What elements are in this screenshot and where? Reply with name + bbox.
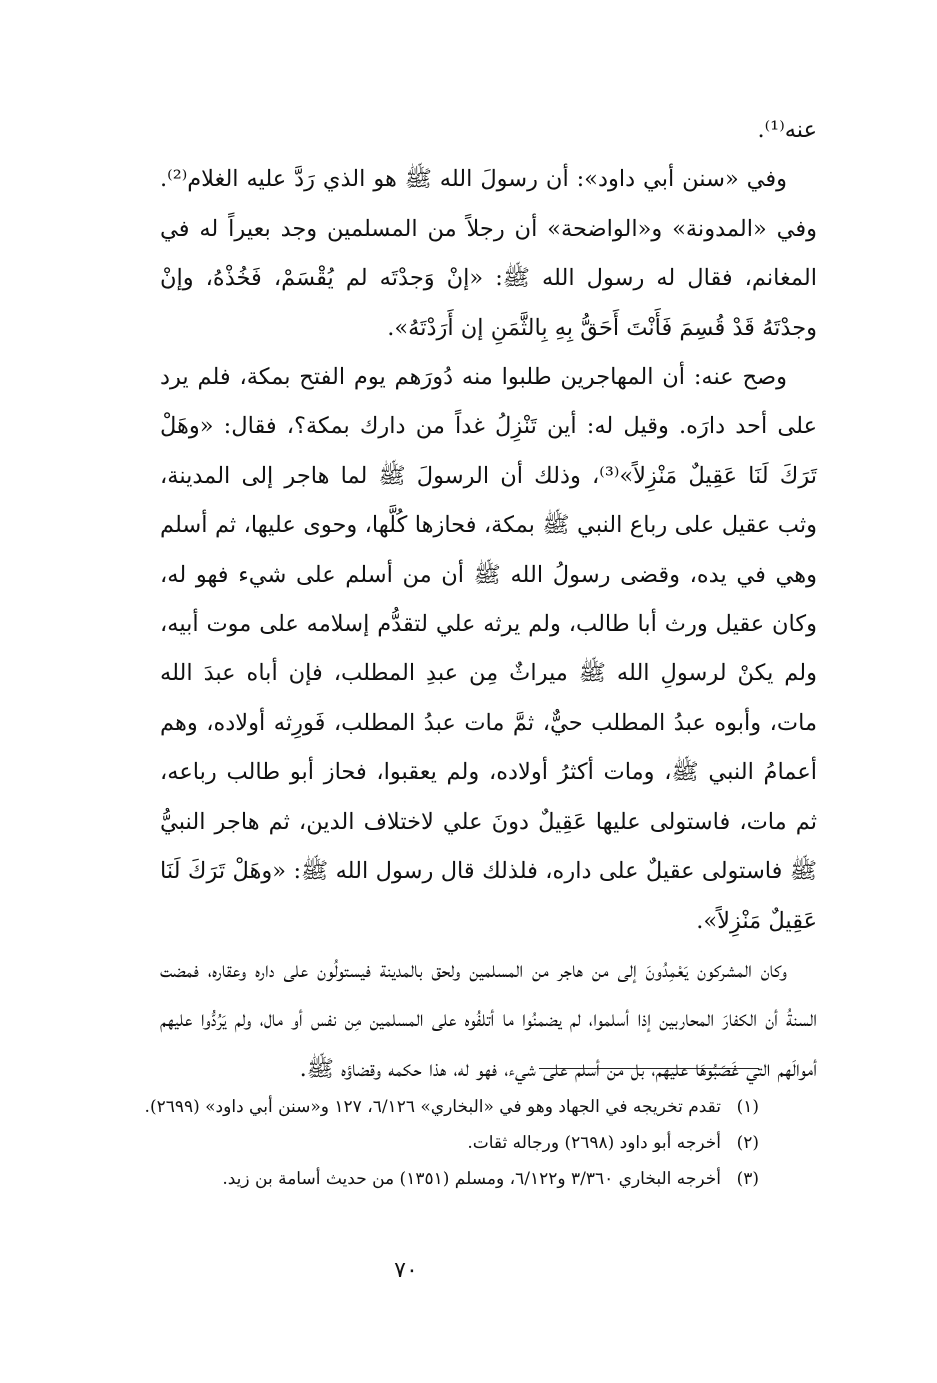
paragraph-continuation: عنه⁽¹⁾. <box>757 117 817 143</box>
footnote-number: (١) <box>736 1097 759 1117</box>
footnote-number: (٢) <box>736 1133 759 1153</box>
paragraph-mushrikun-ruling: وكان المشركون يَعْمِدُونَ إلى من هاجر من المسلمين ولحق بالمدينة فيستولُون على داره وعقاره، فمضت السنةُ أن الكفارَ المحاربين إذا أسلموا، لم يضمنُوا ما أتلفُوه على المسلمين مِن نفس أو مال، ولم يَرُدُّوا عليهم أموالَهم التي غَصَبُوهَا عليهم، بل من أسلم على شيء، فهو له، هذا حكمه وقضاؤه ﷺ. <box>160 956 817 1082</box>
paragraph-sunan-abi-dawud: وفي «سنن أبي داود»: أن رسولَ الله ﷺ هو الذي رَدَّ عليه الغلام⁽²⁾. وفي «المدونة» و«الواضحة» أن رجلاً من المسلمين وجد بعيراً له في المغانم، فقال له رسول الله ﷺ: «إنْ وَجدْتَه لم يُقْسَمْ، فَخُذْهُ، وإنْ وجدْتَهُ قَدْ قُسِمَ فَأَنْتَ أَحَقُّ بِهِ بِالثَّمَنِ إن أَرَدْتَهُ». <box>160 166 817 341</box>
footnotes <box>120 1092 759 1200</box>
page-number: ٧٠ <box>394 1258 418 1283</box>
footnote <box>120 1092 759 1123</box>
footnote <box>120 1128 759 1159</box>
footnote <box>120 1164 759 1195</box>
footnote-number: (٣) <box>736 1169 759 1189</box>
footnote-text: تقدم تخريجه في الجهاد وهو في «البخاري» ٦/١٢٦، ١٢٧ و«سنن أبي داود» (٢٦٩٩). <box>144 1097 721 1117</box>
paragraph-aqil-houses: وصح عنه: أن المهاجرين طلبوا منه دُورَهم يوم الفتح بمكة، فلم يرد على أحد دارَه. وقيل له: أين تَنْزِلُ غداً من دارك بمكة؟، فقال: «وهَلْ تَرَكَ لَنَا عَقِيلٌ مَنْزِلاً»⁽³⁾، وذلك أن الرسولَ ﷺ لما هاجر إلى المدينة، وثب عقيل على رباع النبي ﷺ بمكة، فحازها كُلَّها، وحوى عليها، ثم أسلم وهي في يده، وقضى رسولُ الله ﷺ أن من أسلم على شيء فهو له، وكان عقيل ورث أبا طالب، ولم يرثه علي لتقدُّم إسلامه على موت أبيه، ولم يكنْ لرسولِ الله ﷺ ميراثٌ مِن عبدِ المطلب، فإن أباه عبدَ الله مات، وأبوه عبدُ المطلب حيٌّ، ثمَّ مات عبدُ المطلب، فَورِثه أولاده، وهم أعمامُ النبي ﷺ، ومات أكثرُ أولاده، ولم يعقبوا، فحاز أبو طالب رباعه، ثم مات، فاستولى عليها عَقِيلٌ دونَ علي لاختلاف الدين، ثم هاجر النبيُّ ﷺ فاستولى عقيلٌ على داره، فلذلك قال رسول الله ﷺ: «وهَلْ تَرَكَ لَنَا عَقِيلٌ مَنْزِلاً». <box>160 364 817 934</box>
footnote-text: أخرجه البخاري ٣/٣٦٠ و٦/١٢٢، ومسلم (١٣٥١) من حديث أسامة بن زيد. <box>222 1169 721 1189</box>
footnote-text: أخرجه أبو داود (٢٦٩٨) ورجاله ثقات. <box>467 1133 721 1153</box>
footnote-separator <box>539 1068 759 1069</box>
